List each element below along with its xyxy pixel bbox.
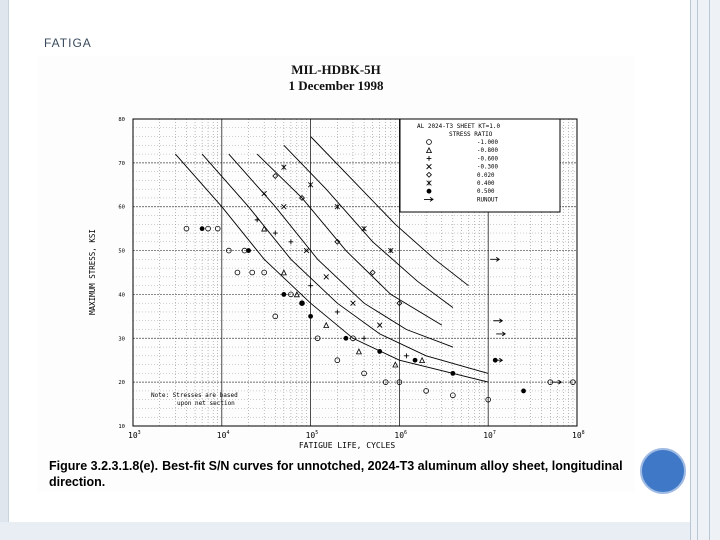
data-point-filled — [200, 226, 205, 231]
figure-header-line1: MIL-HDBK-5H — [291, 62, 381, 77]
y-tick-label: 70 — [118, 160, 125, 167]
figure-caption — [49, 458, 629, 490]
note-line2: upon net section — [177, 400, 235, 407]
caption-label: Figure 3.2.3.1.8(e). — [49, 459, 159, 473]
data-point-filled — [344, 336, 349, 341]
sn-chart — [37, 56, 635, 456]
slide-title: FATIGA — [44, 36, 92, 50]
figure-header-line2: 1 December 1998 — [288, 78, 384, 93]
data-point-circle — [335, 358, 340, 363]
data-point-plus — [308, 283, 313, 288]
data-point-filled — [246, 248, 251, 253]
legend-label: 0.020 — [477, 172, 495, 179]
data-point-triangle — [324, 323, 329, 328]
x-tick-label: $10^8$ — [572, 430, 585, 440]
x-tick-label: $10^7$ — [483, 430, 496, 440]
data-point-filled — [308, 314, 313, 319]
data-point-x — [324, 274, 329, 279]
data-point-circle — [250, 270, 255, 275]
y-tick-label: 40 — [118, 292, 125, 299]
caption-text: Best-fit S/N curves for unnotched, 2024-T3 aluminum alloy sheet, longitudinal direction. — [49, 459, 623, 489]
y-tick-label: 30 — [118, 336, 125, 343]
data-point-filled — [413, 358, 418, 363]
figure-image — [37, 56, 635, 492]
y-tick-label: 10 — [118, 424, 125, 430]
x-tick-label: $10^6$ — [394, 430, 408, 440]
y-axis-label: MAXIMUM STRESS, KSI — [88, 229, 97, 315]
y-tick-label: 60 — [118, 204, 125, 211]
data-point-triangle — [357, 349, 362, 354]
legend-label: 0.400 — [477, 181, 495, 187]
y-tick-label: 50 — [118, 248, 125, 255]
slide-nav-circle-button[interactable] — [640, 448, 686, 494]
runout-arrow — [552, 380, 561, 384]
data-point-filled — [281, 292, 286, 297]
data-point-triangle — [420, 358, 425, 363]
frame-line — [697, 0, 698, 540]
runout-arrow — [496, 332, 505, 336]
note-line1: Note: Stresses are based — [151, 392, 238, 399]
slide-left-border — [0, 0, 9, 540]
x-tick-label: $10^5$ — [305, 430, 319, 440]
slide-bottom-bar — [0, 522, 690, 540]
data-point-x — [351, 301, 356, 306]
slide-right-frame — [690, 0, 720, 540]
data-point-star — [362, 226, 367, 231]
legend-label: RUNOUT — [477, 197, 498, 204]
data-point-star — [308, 182, 313, 187]
frame-line — [709, 0, 710, 540]
data-point-filled — [427, 189, 432, 194]
x-axis-label: FATIGUE LIFE, CYCLES — [298, 441, 396, 450]
data-point-plus — [273, 231, 278, 236]
data-point-filled — [377, 349, 382, 354]
legend-label: -0.600 — [477, 156, 498, 163]
legend-title-line1: AL 2024-T3 SHEET KT=1.0 — [417, 123, 501, 130]
legend-label: -0.300 — [477, 164, 498, 171]
legend-title-line2: STRESS RATIO — [449, 131, 493, 138]
data-point-plus — [404, 353, 409, 358]
data-point-plus — [255, 217, 260, 222]
data-point-filled — [521, 389, 526, 394]
y-tick-label: 80 — [118, 117, 125, 123]
x-tick-label: $10^3$ — [128, 430, 141, 440]
legend-label: -0.800 — [477, 148, 498, 155]
legend-label: -1.000 — [477, 140, 498, 146]
data-point-plus — [335, 310, 340, 315]
runout-arrow — [490, 257, 499, 261]
data-point-star — [281, 165, 286, 170]
data-point-plus — [288, 239, 293, 244]
y-tick-label: 20 — [118, 380, 125, 387]
chart-note — [151, 392, 238, 407]
data-point-circle — [235, 270, 240, 275]
data-point-filled — [450, 371, 455, 376]
legend-label: 0.500 — [477, 189, 495, 196]
runout-arrow — [493, 319, 502, 323]
x-tick-label: $10^4$ — [216, 430, 230, 440]
data-point-plus — [362, 336, 367, 341]
data-point-filled — [300, 301, 305, 306]
data-point-x — [281, 204, 286, 209]
